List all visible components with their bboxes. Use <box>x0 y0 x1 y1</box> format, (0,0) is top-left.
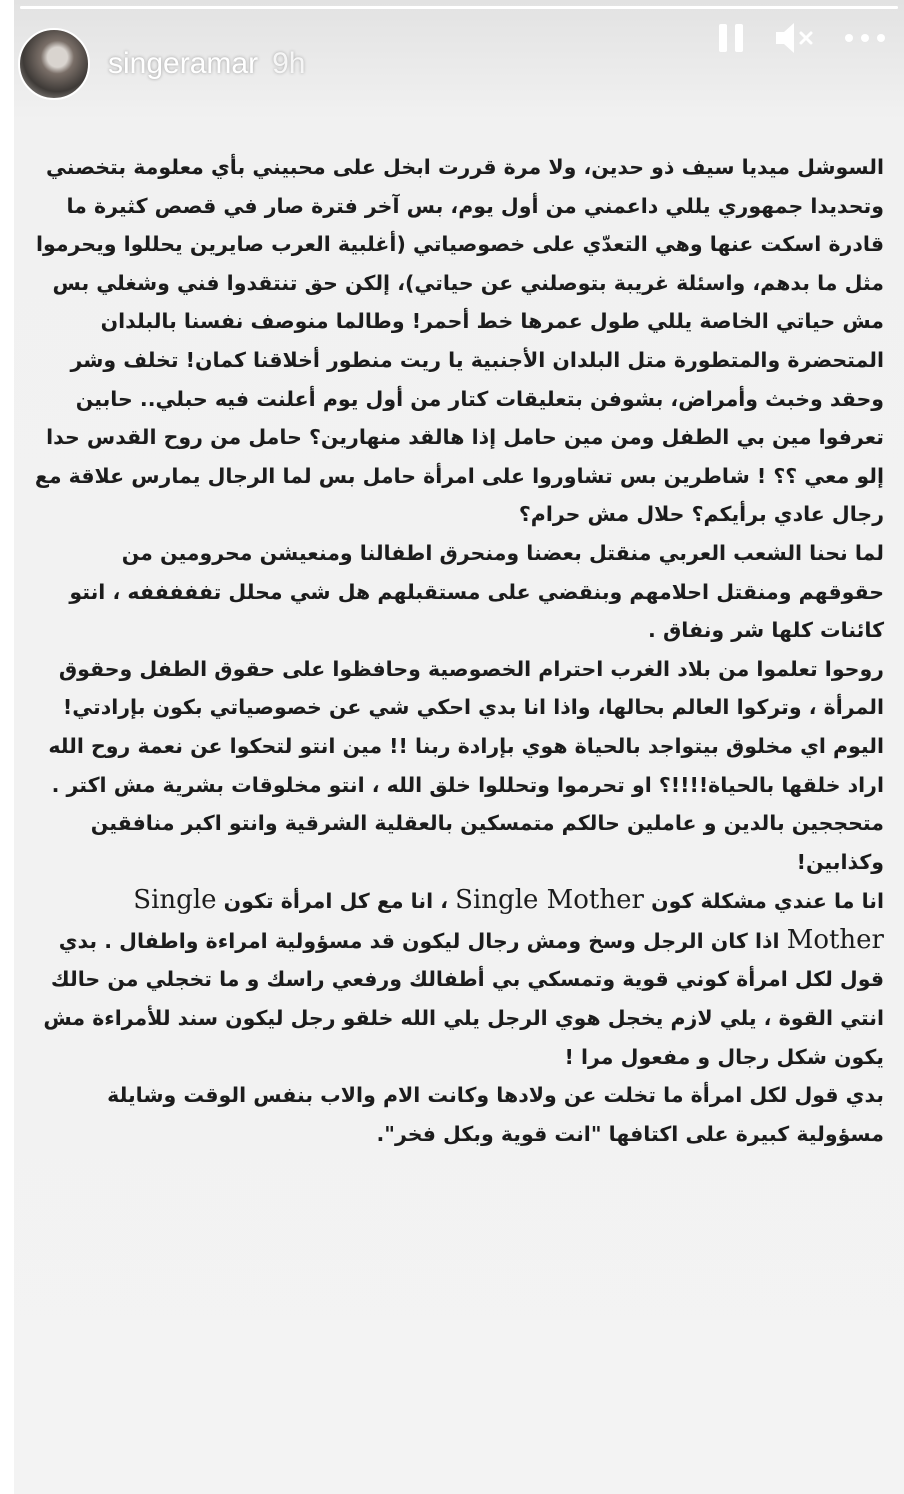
more-icon <box>842 18 888 58</box>
story-progress-bar <box>20 6 898 9</box>
mute-button[interactable] <box>772 18 816 58</box>
pause-icon <box>716 18 746 58</box>
latin-phrase: Single Mother <box>455 885 644 916</box>
avatar[interactable] <box>18 28 90 100</box>
story-progress-fill <box>20 6 898 9</box>
story-paragraph: لما نحنا الشعب العربي منقتل بعضنا ومنحرق اطفالنا ومنعيشن محرومين من حقوقهم ومنقتل احلامهم وبنقضي على مستقبلهم هل شي محلل تفففففه ، انتو كائنات كلها شر ونفاق . <box>69 540 884 643</box>
username[interactable]: singeramar <box>108 47 259 80</box>
story-controls <box>716 18 888 58</box>
story-paragraph: انا ما عندي مشكلة كون Single Mother ، انا مع كل امرأة تكون Single Mother اذا كان الرجل وسخ ومش رجال ليكون قد مسؤولية امراءة واطفال . بدي قول لكل امرأة كوني قوية وتمسكي بي أطفالك ورفعي راسك و ما تخجلي من حالك انتي القوة ، يلي لازم يخجل هوي الرجل يلي الله خلقو رجل ليكون سند للأمراءة مش يكون شكل رجال و مفعول مرا ! <box>43 885 884 1069</box>
post-time: 9h <box>272 47 306 80</box>
story-paragraph: روحوا تعلموا من بلاد الغرب احترام الخصوصية وحافظوا على حقوق الطفل وحقوق المرأة ، وتركوا العالم بحالها، واذا انا بدي احكي شي عن خصوصياتي بكون بإرادتي! <box>58 656 884 720</box>
story-viewer <box>14 0 904 1494</box>
story-text <box>34 148 884 1153</box>
pause-button[interactable] <box>716 18 746 58</box>
story-paragraph: اليوم اي مخلوق بيتواجد بالحياة هوي بإرادة ربنا !! مين انتو لتحكوا عن نعمة روح الله اراد خلقها بالحياة!!!!؟ او تحرموا وتحللوا خلق الله ، انتو مخلوقات بشرية مش اكتر . متحججين بالدين و عاملين حالكم متمسكين بالعقلية الشرقية وانتو اكبر منافقين وكذابين! <box>48 733 884 874</box>
latin-phrase: Single Mother <box>133 885 884 955</box>
story-paragraph: بدي قول لكل امرأة ما تخلت عن ولادها وكانت الام والاب بنفس الوقت وشايلة مسؤولية كبيرة على اكتافها "انت قوية وبكل فخر". <box>107 1083 884 1146</box>
story-paragraph: السوشل ميديا سيف ذو حدين، ولا مرة قررت ابخل على محبيني بأي معلومة بتخصني وتحديدا جمهوري يللي داعمني من أول يوم، بس آخر فترة صار في قصص كثيرة ما قادرة اسكت عنها وهي التعدّي على خصوصياتي (أغلبية العرب صايرين يحللوا ويحرموا مثل ما بدهم، واسئلة غريبة بتوصلني عن حياتي)، إلكن حق تنتقدوا فني وشغلي بس مش حياتي الخاصة يللي طول عمرها خط أحمر! وطالما منوصف نفسنا بالبلدان المتحضرة والمتطورة متل البلدان الأجنبية يا ريت منطور أخلاقنا كمان! تخلف وشر وحقد وخبث وأمراض، بشوفن بتعليقات كتار من أول يوم أعلنت فيه حبلي.. حابين تعرفوا مين بي الطفل ومن مين حامل إذا هالقد منهارين؟ حامل من روح القدس حدا إلو معي ؟؟ ! شاطرين بس تشاوروا على امرأة حامل بس لما الرجال يمارس علاقة مع رجال عادي برأيكم؟ حلال مش حرام؟ <box>34 155 884 527</box>
mute-icon <box>772 18 816 58</box>
more-options-button[interactable] <box>842 18 888 58</box>
